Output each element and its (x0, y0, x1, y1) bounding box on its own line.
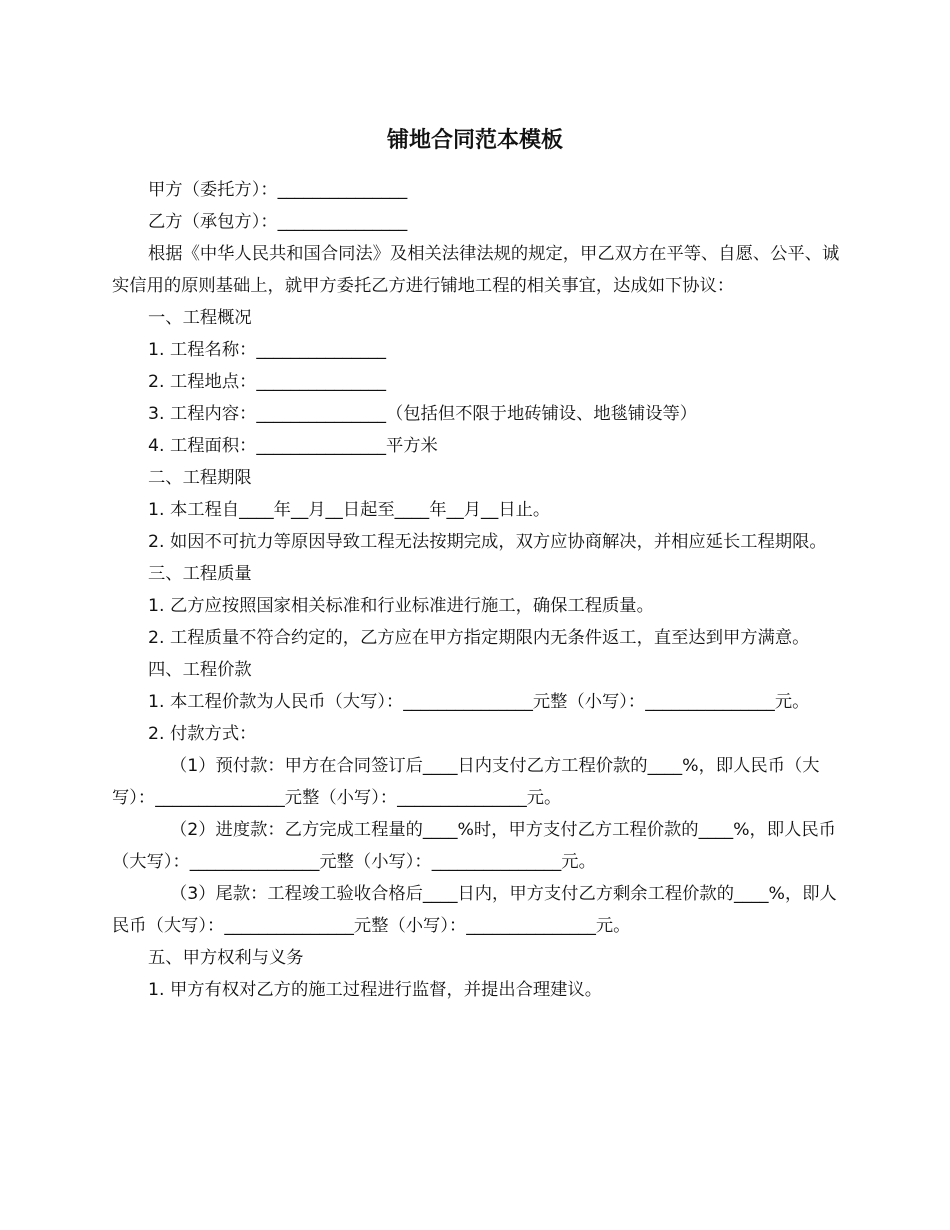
clause-period-dates: 1. 本工程自____年__月__日起至____年__月__日止。 (148, 500, 551, 520)
clause-quality-standard: 1. 乙方应按照国家相关标准和行业标准进行施工，确保工程质量。 (148, 596, 654, 616)
clause-payment-method: 2. 付款方式： (148, 724, 257, 744)
preamble-paragraph: 根据《中华人民共和国合同法》及相关法律法规的规定，甲乙双方在平等、自愿、公平、诚实信用的原则基础上，就甲方委托乙方进行铺地工程的相关事宜，达成如下协议： (112, 244, 840, 296)
section-heading-price: 四、工程价款 (148, 660, 252, 680)
clause-payment-advance: （1）预付款：甲方在合同签订后____日内支付乙方工程价款的____%，即人民币（大写）：_______________元整（小写）：_______________元。 (112, 756, 820, 808)
clause-quality-rework: 2. 工程质量不符合约定的，乙方应在甲方指定期限内无条件返工，直至达到甲方满意。 (148, 628, 810, 648)
section-heading-party-a-rights: 五、甲方权利与义务 (148, 948, 304, 968)
clause-project-area: 4. 工程面积：_______________平方米 (148, 436, 438, 456)
document-body (112, 174, 842, 1006)
section-heading-period: 二、工程期限 (148, 468, 252, 488)
clause-payment-final: （3）尾款：工程竣工验收合格后____日内，甲方支付乙方剩余工程价款的____%，即人民币（大写）：_______________元整（小写）：_______________元。 (112, 884, 837, 936)
clause-price-amount: 1. 本工程价款为人民币（大写）：_______________元整（小写）：_______________元。 (148, 692, 810, 712)
clause-payment-progress: （2）进度款：乙方完成工程量的____%时，甲方支付乙方工程价款的____%，即人民币（大写）：_______________元整（小写）：_______________元。 (112, 820, 836, 872)
party-b-line: 乙方（承包方）：_______________ (148, 212, 408, 232)
document-title: 铺地合同范本模板 (386, 128, 563, 153)
clause-project-location: 2. 工程地点：_______________ (148, 372, 386, 392)
clause-project-name: 1. 工程名称：_______________ (148, 340, 386, 360)
clause-period-force-majeure: 2. 如因不可抗力等原因导致工程无法按期完成，双方应协商解决，并相应延长工程期限。 (148, 532, 827, 552)
party-a-line: 甲方（委托方）：_______________ (148, 180, 408, 200)
section-heading-quality: 三、工程质量 (148, 564, 252, 584)
section-heading-overview: 一、工程概况 (148, 308, 252, 328)
clause-party-a-supervision: 1. 甲方有权对乙方的施工过程进行监督，并提出合理建议。 (148, 980, 603, 1000)
clause-project-content: 3. 工程内容：_______________（包括但不限于地砖铺设、地毯铺设等） (148, 404, 698, 424)
